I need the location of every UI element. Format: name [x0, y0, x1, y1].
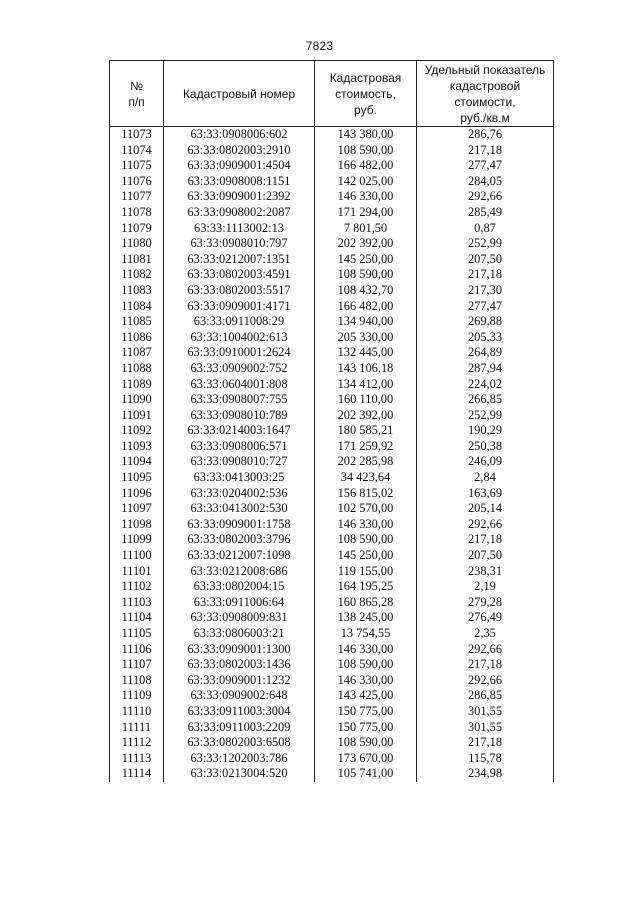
cell-cadastral-number: 63:33:0413003:25 — [164, 470, 315, 486]
cell-specific-value: 224,02 — [417, 377, 554, 393]
cell-cadastral-number: 63:33:0802003:6508 — [164, 735, 315, 751]
table-row — [110, 626, 554, 642]
cell-specific-value: 292,66 — [417, 189, 554, 205]
cell-num: 11080 — [110, 236, 164, 252]
cell-specific-value: 266,85 — [417, 392, 554, 408]
table-row — [110, 392, 554, 408]
table-row — [110, 299, 554, 315]
cell-num: 11094 — [110, 454, 164, 470]
page-number: 7823 — [305, 39, 334, 53]
cell-cadastral-value: 146 330,00 — [315, 642, 417, 658]
table-row — [110, 501, 554, 517]
cell-cadastral-value: 171 294,00 — [315, 205, 417, 221]
cell-num: 11104 — [110, 610, 164, 626]
cell-specific-value: 205,33 — [417, 330, 554, 346]
cell-specific-value: 234,98 — [417, 766, 554, 782]
cell-cadastral-number: 63:33:0212007:1098 — [164, 548, 315, 564]
cell-num: 11096 — [110, 486, 164, 502]
table-row — [110, 766, 554, 782]
cell-cadastral-value: 108 590,00 — [315, 657, 417, 673]
cell-cadastral-value: 13 754,55 — [315, 626, 417, 642]
cell-specific-value: 2,35 — [417, 626, 554, 642]
cell-cadastral-value: 180 585,21 — [315, 423, 417, 439]
cell-cadastral-number: 63:33:0909002:648 — [164, 688, 315, 704]
cell-num: 11114 — [110, 766, 164, 782]
cell-num: 11100 — [110, 548, 164, 564]
cell-specific-value: 292,66 — [417, 673, 554, 689]
table-row — [110, 377, 554, 393]
cell-cadastral-value: 105 741,00 — [315, 766, 417, 782]
table-row — [110, 439, 554, 455]
cell-cadastral-value: 145 250,00 — [315, 548, 417, 564]
table-row — [110, 423, 554, 439]
cell-num: 11085 — [110, 314, 164, 330]
cell-num: 11099 — [110, 532, 164, 548]
table-row — [110, 454, 554, 470]
cell-num: 11084 — [110, 299, 164, 315]
cell-cadastral-value: 108 432,70 — [315, 283, 417, 299]
table-row — [110, 221, 554, 237]
table-row — [110, 143, 554, 159]
table-row — [110, 642, 554, 658]
cell-specific-value: 264,89 — [417, 345, 554, 361]
cell-cadastral-number: 63:33:0910001:2624 — [164, 345, 315, 361]
cell-cadastral-number: 63:33:0204002:536 — [164, 486, 315, 502]
cell-cadastral-value: 146 330,00 — [315, 517, 417, 533]
table-row — [110, 595, 554, 611]
cell-cadastral-number: 63:33:0413002:530 — [164, 501, 315, 517]
cell-cadastral-value: 108 590,00 — [315, 267, 417, 283]
cell-cadastral-value: 142 025,00 — [315, 174, 417, 190]
cell-specific-value: 279,28 — [417, 595, 554, 611]
cell-specific-value: 238,31 — [417, 564, 554, 580]
cell-cadastral-number: 63:33:0908008:1151 — [164, 174, 315, 190]
cell-cadastral-value: 160 110,00 — [315, 392, 417, 408]
cell-cadastral-value: 102 570,00 — [315, 501, 417, 517]
cell-cadastral-value: 173 670,00 — [315, 751, 417, 767]
cell-cadastral-value: 166 482,00 — [315, 158, 417, 174]
cell-cadastral-number: 63:33:0908006:571 — [164, 439, 315, 455]
header-cadastral-value: Кадастровая стоимость, руб. — [315, 61, 417, 127]
cell-cadastral-value: 150 775,00 — [315, 720, 417, 736]
cell-specific-value: 269,88 — [417, 314, 554, 330]
cell-cadastral-value: 134 940,00 — [315, 314, 417, 330]
table-row — [110, 158, 554, 174]
cell-specific-value: 277,47 — [417, 158, 554, 174]
cell-specific-value: 217,30 — [417, 283, 554, 299]
cell-num: 11107 — [110, 657, 164, 673]
cell-specific-value: 277,47 — [417, 299, 554, 315]
cell-num: 11077 — [110, 189, 164, 205]
cell-num: 11078 — [110, 205, 164, 221]
cell-cadastral-number: 63:33:0908007:755 — [164, 392, 315, 408]
table-row — [110, 720, 554, 736]
cell-specific-value: 301,55 — [417, 720, 554, 736]
cell-cadastral-value: 166 482,00 — [315, 299, 417, 315]
cell-specific-value: 217,18 — [417, 143, 554, 159]
table-row — [110, 174, 554, 190]
cell-cadastral-number: 63:33:1004002:613 — [164, 330, 315, 346]
table-row — [110, 345, 554, 361]
cell-specific-value: 287,94 — [417, 361, 554, 377]
cell-num: 11073 — [110, 127, 164, 143]
cell-cadastral-value: 138 245,00 — [315, 610, 417, 626]
table-row — [110, 673, 554, 689]
cell-specific-value: 2,84 — [417, 470, 554, 486]
cell-cadastral-value: 119 155,00 — [315, 564, 417, 580]
cell-num: 11103 — [110, 595, 164, 611]
cell-cadastral-number: 63:33:0802003:4591 — [164, 267, 315, 283]
cell-num: 11105 — [110, 626, 164, 642]
cell-cadastral-number: 63:33:0908002:2087 — [164, 205, 315, 221]
cell-cadastral-number: 63:33:0908010:789 — [164, 408, 315, 424]
cell-cadastral-value: 164 195,25 — [315, 579, 417, 595]
table-row — [110, 657, 554, 673]
cell-num: 11090 — [110, 392, 164, 408]
header-num: № п/п — [110, 61, 164, 127]
table-row — [110, 610, 554, 626]
cell-cadastral-value: 160 865,28 — [315, 595, 417, 611]
cell-cadastral-value: 108 590,00 — [315, 143, 417, 159]
header-specific-value: Удельный показатель кадастровой стоимости, руб./кв.м — [417, 61, 554, 127]
cell-num: 11074 — [110, 143, 164, 159]
cell-num: 11101 — [110, 564, 164, 580]
cell-num: 11098 — [110, 517, 164, 533]
cell-cadastral-value: 202 285,98 — [315, 454, 417, 470]
cell-cadastral-value: 143 425,00 — [315, 688, 417, 704]
cell-specific-value: 163,69 — [417, 486, 554, 502]
table-row — [110, 704, 554, 720]
cell-cadastral-value: 132 445,00 — [315, 345, 417, 361]
cell-cadastral-value: 171 259,92 — [315, 439, 417, 455]
cell-num: 11109 — [110, 688, 164, 704]
table-row — [110, 532, 554, 548]
table-row — [110, 548, 554, 564]
cell-num: 11088 — [110, 361, 164, 377]
cell-specific-value: 246,09 — [417, 454, 554, 470]
cell-specific-value: 292,66 — [417, 642, 554, 658]
cell-cadastral-value: 146 330,00 — [315, 189, 417, 205]
cell-cadastral-value: 34 423,64 — [315, 470, 417, 486]
cell-num: 11083 — [110, 283, 164, 299]
cell-cadastral-number: 63:33:0911003:3004 — [164, 704, 315, 720]
cell-cadastral-number: 63:33:0908010:797 — [164, 236, 315, 252]
cell-specific-value: 190,29 — [417, 423, 554, 439]
cell-specific-value: 252,99 — [417, 236, 554, 252]
cell-cadastral-number: 63:33:0909001:2392 — [164, 189, 315, 205]
table-row — [110, 408, 554, 424]
cell-cadastral-number: 63:33:0604001:808 — [164, 377, 315, 393]
table-row — [110, 751, 554, 767]
cell-specific-value: 115,78 — [417, 751, 554, 767]
table-row — [110, 252, 554, 268]
cell-specific-value: 217,18 — [417, 532, 554, 548]
cell-cadastral-number: 63:33:0909002:752 — [164, 361, 315, 377]
table-row — [110, 127, 554, 143]
cell-cadastral-number: 63:33:0212007:1351 — [164, 252, 315, 268]
cell-cadastral-number: 63:33:0909001:4504 — [164, 158, 315, 174]
header-row — [110, 61, 554, 127]
table-header — [110, 61, 554, 127]
cell-num: 11092 — [110, 423, 164, 439]
cell-cadastral-number: 63:33:0911003:2209 — [164, 720, 315, 736]
table-row — [110, 470, 554, 486]
cell-num: 11108 — [110, 673, 164, 689]
table-row — [110, 517, 554, 533]
cell-cadastral-number: 63:33:0213004:520 — [164, 766, 315, 782]
cell-num: 11091 — [110, 408, 164, 424]
cell-cadastral-number: 63:33:0802004:15 — [164, 579, 315, 595]
cell-cadastral-value: 150 775,00 — [315, 704, 417, 720]
cell-num: 11106 — [110, 642, 164, 658]
header-cadastral-number: Кадастровый номер — [164, 61, 315, 127]
cell-cadastral-value: 108 590,00 — [315, 532, 417, 548]
cell-specific-value: 217,18 — [417, 657, 554, 673]
table-row — [110, 486, 554, 502]
cell-cadastral-number: 63:33:0214003:1647 — [164, 423, 315, 439]
cell-cadastral-number: 63:33:0908009:831 — [164, 610, 315, 626]
cell-specific-value: 217,18 — [417, 735, 554, 751]
cell-specific-value: 217,18 — [417, 267, 554, 283]
cell-specific-value: 286,85 — [417, 688, 554, 704]
cell-cadastral-number: 63:33:0911008:29 — [164, 314, 315, 330]
table-body — [110, 127, 554, 782]
cell-num: 11079 — [110, 221, 164, 237]
cell-cadastral-number: 63:33:0802003:2910 — [164, 143, 315, 159]
cell-cadastral-value: 143 106,18 — [315, 361, 417, 377]
cell-cadastral-number: 63:33:0806003:21 — [164, 626, 315, 642]
cell-num: 11082 — [110, 267, 164, 283]
cell-specific-value: 285,49 — [417, 205, 554, 221]
cell-specific-value: 252,99 — [417, 408, 554, 424]
cell-cadastral-number: 63:33:0802003:3796 — [164, 532, 315, 548]
cell-cadastral-number: 63:33:0908006:602 — [164, 127, 315, 143]
table-row — [110, 579, 554, 595]
cell-cadastral-value: 205 330,00 — [315, 330, 417, 346]
cell-num: 11110 — [110, 704, 164, 720]
cell-specific-value: 205,14 — [417, 501, 554, 517]
table-row — [110, 267, 554, 283]
cell-cadastral-number: 63:33:0909001:1758 — [164, 517, 315, 533]
table-row — [110, 314, 554, 330]
cell-num: 11095 — [110, 470, 164, 486]
cell-cadastral-value: 156 815,02 — [315, 486, 417, 502]
cell-specific-value: 284,05 — [417, 174, 554, 190]
cell-num: 11087 — [110, 345, 164, 361]
cell-num: 11097 — [110, 501, 164, 517]
cell-num: 11111 — [110, 720, 164, 736]
cell-cadastral-number: 63:33:1202003:786 — [164, 751, 315, 767]
cadastral-table — [109, 60, 554, 782]
cell-specific-value: 292,66 — [417, 517, 554, 533]
cell-specific-value: 207,50 — [417, 548, 554, 564]
cell-cadastral-number: 63:33:0911006:64 — [164, 595, 315, 611]
cell-cadastral-number: 63:33:0909001:1300 — [164, 642, 315, 658]
cell-cadastral-number: 63:33:0212008:686 — [164, 564, 315, 580]
cell-cadastral-value: 145 250,00 — [315, 252, 417, 268]
cell-cadastral-number: 63:33:0802003:1436 — [164, 657, 315, 673]
cell-specific-value: 301,55 — [417, 704, 554, 720]
cell-cadastral-value: 146 330,00 — [315, 673, 417, 689]
table-row — [110, 564, 554, 580]
table-row — [110, 688, 554, 704]
cell-num: 11112 — [110, 735, 164, 751]
table-row — [110, 236, 554, 252]
cell-cadastral-number: 63:33:1113002:13 — [164, 221, 315, 237]
cell-specific-value: 286,76 — [417, 127, 554, 143]
cell-cadastral-number: 63:33:0802003:5517 — [164, 283, 315, 299]
cell-specific-value: 2,19 — [417, 579, 554, 595]
table-row — [110, 205, 554, 221]
cell-num: 11102 — [110, 579, 164, 595]
cell-specific-value: 207,50 — [417, 252, 554, 268]
cell-specific-value: 276,49 — [417, 610, 554, 626]
cell-num: 11081 — [110, 252, 164, 268]
cell-num: 11075 — [110, 158, 164, 174]
cell-num: 11076 — [110, 174, 164, 190]
cell-specific-value: 250,38 — [417, 439, 554, 455]
cell-specific-value: 0,87 — [417, 221, 554, 237]
cell-num: 11093 — [110, 439, 164, 455]
table-row — [110, 330, 554, 346]
cell-cadastral-value: 202 392,00 — [315, 236, 417, 252]
cell-num: 11086 — [110, 330, 164, 346]
cell-cadastral-value: 202 392,00 — [315, 408, 417, 424]
cell-cadastral-number: 63:33:0909001:1232 — [164, 673, 315, 689]
table-row — [110, 189, 554, 205]
cell-num: 11089 — [110, 377, 164, 393]
table-row — [110, 361, 554, 377]
cell-cadastral-value: 108 590,00 — [315, 735, 417, 751]
cell-cadastral-value: 7 801,50 — [315, 221, 417, 237]
cell-num: 11113 — [110, 751, 164, 767]
cell-cadastral-number: 63:33:0908010:727 — [164, 454, 315, 470]
cell-cadastral-value: 143 380,00 — [315, 127, 417, 143]
cell-cadastral-value: 134 412,00 — [315, 377, 417, 393]
table-row — [110, 735, 554, 751]
cell-cadastral-number: 63:33:0909001:4171 — [164, 299, 315, 315]
table-row — [110, 283, 554, 299]
